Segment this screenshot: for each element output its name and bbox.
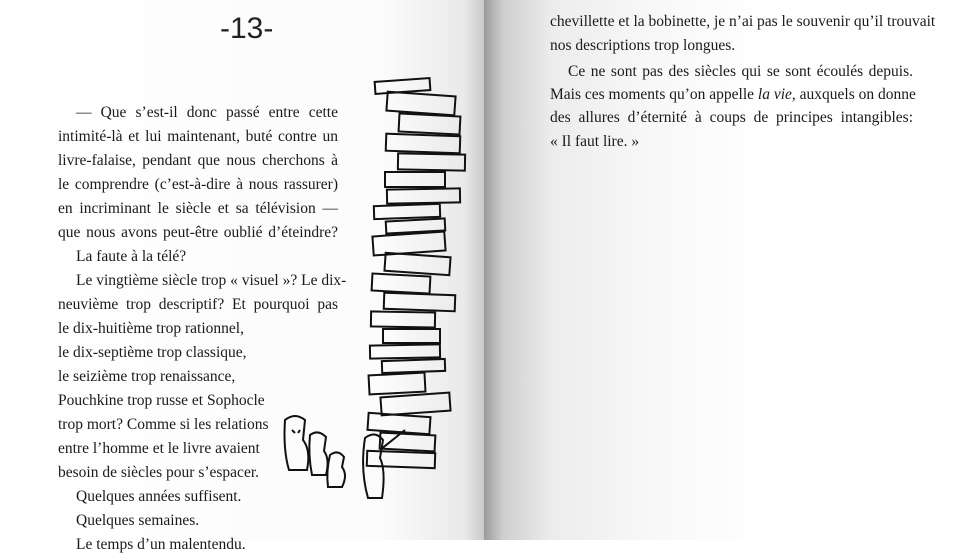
- text-line: besoin de siècles pour s’espacer.: [58, 464, 260, 481]
- text-line: trop mort? Comme si les relations: [58, 416, 269, 433]
- text-line: livre-falaise, pendant que nous cherchons à: [58, 152, 338, 169]
- text-line: le seizième trop renaissance,: [58, 368, 236, 385]
- text-line: en incriminant le siècle et sa télévision —: [58, 200, 338, 217]
- text-line: Le temps d’un malentendu.: [76, 536, 246, 553]
- book-drawing: [369, 373, 426, 395]
- book-drawing: [383, 329, 440, 343]
- book-drawing: [371, 311, 435, 327]
- page-number: -13-: [220, 12, 274, 45]
- book-drawing: [384, 253, 450, 275]
- text-line: Quelques années suffisent.: [76, 488, 242, 505]
- text-line: chevillette et la bobinette, je n’ai pas le souvenir qu’il trouvait: [550, 13, 936, 30]
- text-line: le dix-septième trop classique,: [58, 344, 247, 361]
- book-drawing: [386, 92, 455, 116]
- book-drawing: [399, 113, 461, 134]
- text-span: , auxquels on donne: [791, 86, 916, 103]
- book-drawing: [380, 393, 450, 416]
- children-figures-drawing: [285, 416, 406, 498]
- text-line: que nous avons peut-être oublié d’éteindre?: [58, 224, 338, 241]
- book-drawing: [382, 359, 445, 373]
- book-drawing: [372, 232, 445, 256]
- text-span: Mais ces moments qu’on appelle: [550, 86, 758, 103]
- book-drawing: [387, 188, 460, 203]
- book-drawing: [398, 153, 465, 170]
- book-drawing: [375, 78, 431, 94]
- book-drawing: [386, 134, 461, 154]
- text-line: « Il faut lire. »: [550, 133, 640, 150]
- text-line: Quelques semaines.: [76, 512, 200, 529]
- text-line: Le vingtième siècle trop « visuel »? Le dix-: [76, 272, 347, 289]
- text-line: La faute à la télé?: [76, 248, 187, 265]
- text-line: — Que s’est-il donc passé entre cette: [76, 104, 338, 121]
- text-line: Ce ne sont pas des siècles qui se sont écoulés depuis.: [568, 63, 913, 80]
- book-drawing: [384, 293, 456, 311]
- book-drawing: [367, 451, 435, 468]
- right-page: [484, 0, 960, 540]
- book-drawing: [367, 413, 430, 434]
- text-line: le comprendre (c’est-à-dire à nous rassurer): [58, 176, 338, 193]
- italic-text: la vie: [757, 86, 792, 103]
- book-drawing: [374, 204, 440, 219]
- text-line: des allures d’éternité à coups de principes intangibles:: [550, 109, 913, 126]
- book-tower-illustration: [280, 70, 470, 510]
- book-drawing: [385, 172, 445, 187]
- text-line: entre l’homme et le livre avaient: [58, 440, 260, 457]
- text-line: nos descriptions trop longues.: [550, 37, 736, 54]
- text-line: Pouchkine trop russe et Sophocle: [58, 392, 265, 409]
- text-line: le dix-huitième trop rationnel,: [58, 320, 244, 337]
- book-drawing: [380, 433, 436, 452]
- text-line: neuvième trop descriptif? Et pourquoi pas: [58, 296, 338, 313]
- book-drawing: [370, 344, 440, 358]
- text-line: [550, 85, 916, 105]
- book-drawing: [372, 273, 431, 293]
- text-line: intimité-là et lui maintenant, buté contre un: [58, 128, 338, 145]
